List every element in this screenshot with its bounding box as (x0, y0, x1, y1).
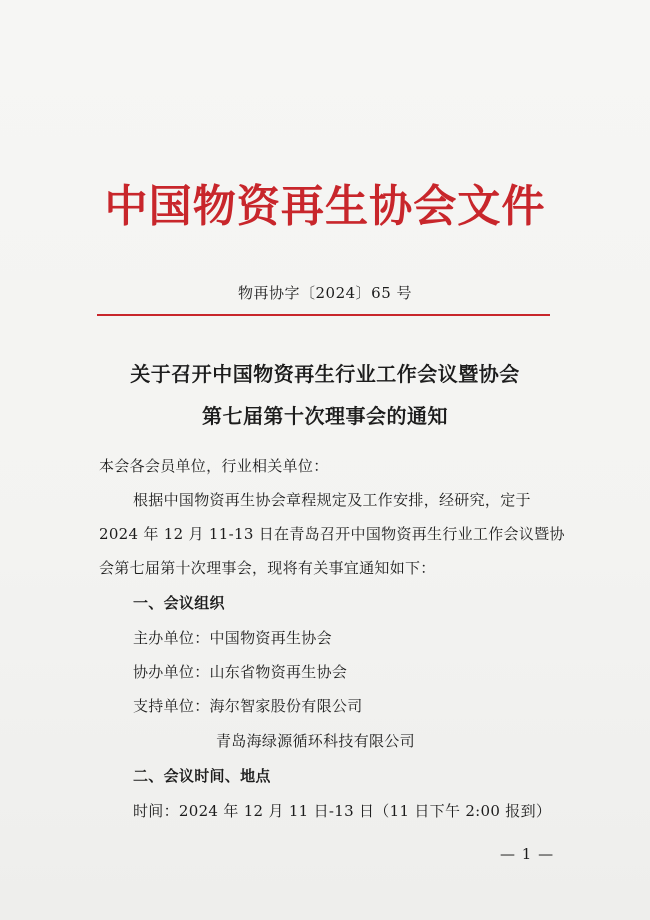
meeting-time: 时间：2024 年 12 月 11 日-13 日（11 日下午 2:00 报到） (133, 802, 552, 820)
salutation: 本会各会员单位，行业相关单位： (99, 457, 329, 475)
document-number: 物再协字〔2024〕65 号 (237, 284, 413, 302)
notice-title-line-2: 第七届第十次理事会的通知 (202, 404, 448, 428)
paragraph-line-3: 会第七届第十次理事会，现将有关事宜通知如下： (99, 559, 436, 577)
section-heading-organization: 一、会议组织 (133, 594, 225, 612)
org-header-title: 中国物资再生协会文件 (104, 181, 546, 232)
host-unit: 主办单位：中国物资再生协会 (133, 629, 332, 647)
support-unit-2: 青岛海绿源循环科技有限公司 (216, 732, 415, 750)
section-heading-time-place: 二、会议时间、地点 (133, 767, 271, 785)
red-divider-line (97, 314, 550, 316)
support-unit-1: 支持单位：海尔智家股份有限公司 (133, 697, 363, 715)
page-number: — 1 — (500, 845, 555, 863)
paragraph-line-2: 2024 年 12 月 11-13 日在青岛召开中国物资再生行业工作会议暨协 (99, 525, 565, 543)
notice-title-line-1: 关于召开中国物资再生行业工作会议暨协会 (130, 362, 520, 386)
co-host-unit: 协办单位：山东省物资再生协会 (133, 663, 348, 681)
paragraph-line-1: 根据中国物资再生协会章程规定及工作安排，经研究，定于 (133, 491, 531, 509)
